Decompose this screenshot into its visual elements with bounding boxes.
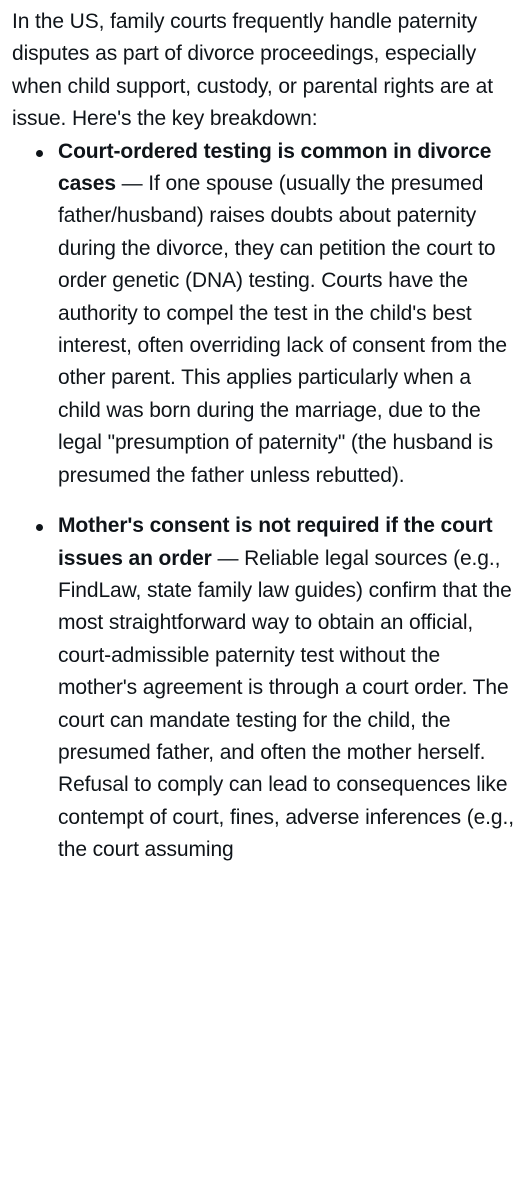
intro-paragraph: In the US, family courts frequently handle paternity disputes as part of divorce proceedings, especially when child support, custody, or parental rights are at issue. Here's the key breakdown:: [12, 10, 493, 131]
bullet-icon: [36, 524, 43, 531]
list-item-text: — Reliable legal sources (e.g., FindLaw, state family law guides) confirm that the most straightforward way to obtain an official, court-admissible paternity test without the mother's agreement is through a court order. The court can mandate testing for the child, the presumed father, and often the mother herself. Refusal to comply can lead to consequences like contempt of court, fines, adverse inferences (e.g., the court assuming: [58, 546, 514, 862]
list-item-heading: Mother's consent is not required if the court issues an order: [58, 514, 493, 570]
list-item-text: — If one spouse (usually the presumed father/husband) raises doubts about paternity during the divorce, they can petition the court to order genetic (DNA) testing. Courts have the authority to compel the test in the child's best interest, often overriding lack of consent from the other parent. This applies particularly when a child was born during the marriage, due to the legal "presumption of paternity" (the husband is presumed the father unless rebutted).: [58, 172, 507, 487]
list-item: [12, 510, 517, 866]
list-item-heading: Court-ordered testing is common in divorce cases: [58, 139, 492, 196]
list-item: [12, 136, 517, 492]
breakdown-list: [12, 136, 517, 867]
bullet-icon: [36, 150, 43, 157]
